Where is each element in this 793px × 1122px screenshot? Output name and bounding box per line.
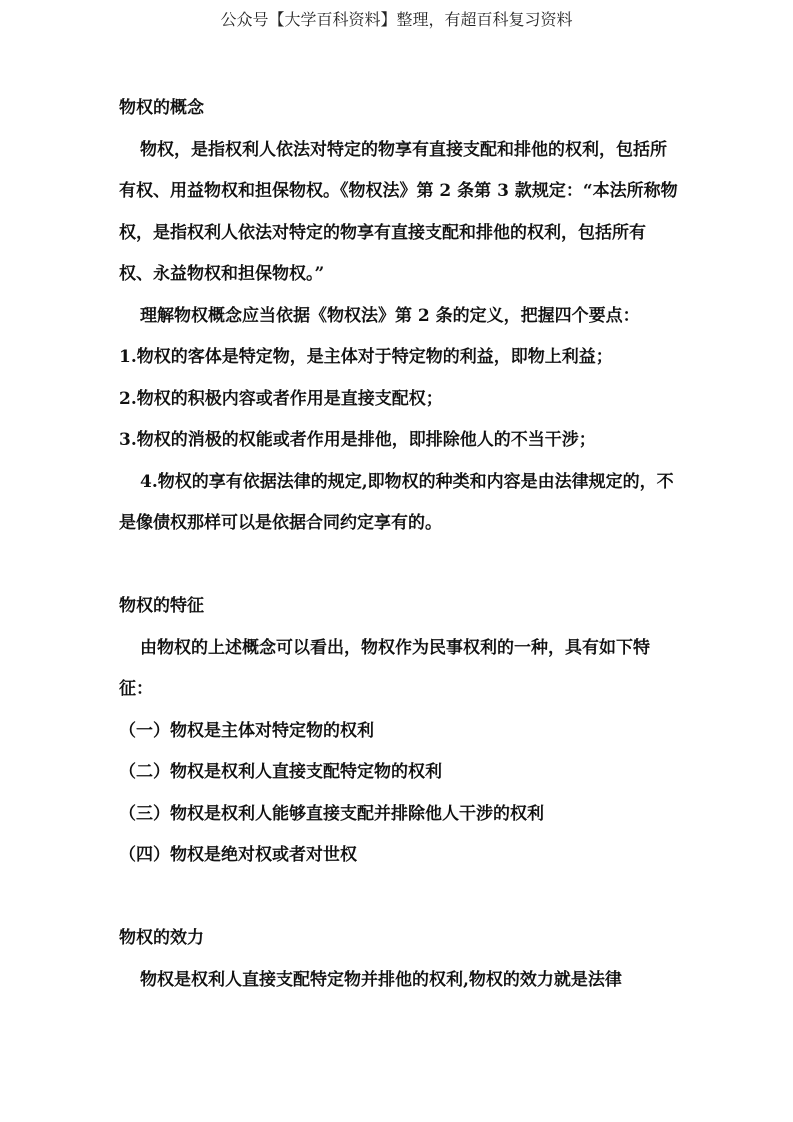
concept-point-2: 2.物权的积极内容或者作用是直接支配权； <box>119 388 443 409</box>
concept-paragraph-definition: 物权，是指权利人依法对特定的物享有直接支配和排他的权利，包括所有权、用益物权和担保物权。《物权法》第 2 条第 3 款规定：“本法所称物权，是指权利人依法对特定的物享有直接支配和排他的权利，包括所有权、永益物权和担保物权。” <box>119 139 678 284</box>
concept-point-1: 1.物权的客体是特定物，是主体对于特定物的利益，即物上利益； <box>119 347 613 367</box>
concept-point-3: 3.物权的消极的权能或者作用是排他，即排除他人的不当干涉； <box>119 430 596 450</box>
features-intro-paragraph: 由物权的上述概念可以看出，物权作为民事权利的一种，具有如下特征： <box>119 637 650 699</box>
document-body <box>119 88 679 1001</box>
section-heading-effect: 物权的效力 <box>119 928 204 948</box>
features-item-2: （二）物权是权利人直接支配特定物的权利 <box>119 762 442 782</box>
section-spacer <box>119 877 679 919</box>
concept-point-4: 4.物权的享有依据法律的规定,即物权的种类和内容是由法律规定的，不是像债权那样可以是依据合同约定享有的。 <box>119 471 674 533</box>
section-heading-concept: 物权的概念 <box>119 98 204 118</box>
effect-paragraph: 物权是权利人直接支配特定物并排他的权利,物权的效力就是法律 <box>140 969 622 990</box>
features-item-1: （一）物权是主体对特定物的权利 <box>119 720 374 741</box>
section-spacer <box>119 545 679 587</box>
features-item-3: （三）物权是权利人能够直接支配并排除他人干涉的权利 <box>119 803 544 824</box>
features-item-4: （四）物权是绝对权或者对世权 <box>119 845 357 865</box>
section-heading-features: 物权的特征 <box>119 596 204 616</box>
page-header: 公众号【大学百科资料】整理，有超百科复习资料 <box>220 10 573 29</box>
concept-paragraph-understanding: 理解物权概念应当依据《物权法》第 2 条的定义，把握四个要点： <box>140 305 640 326</box>
